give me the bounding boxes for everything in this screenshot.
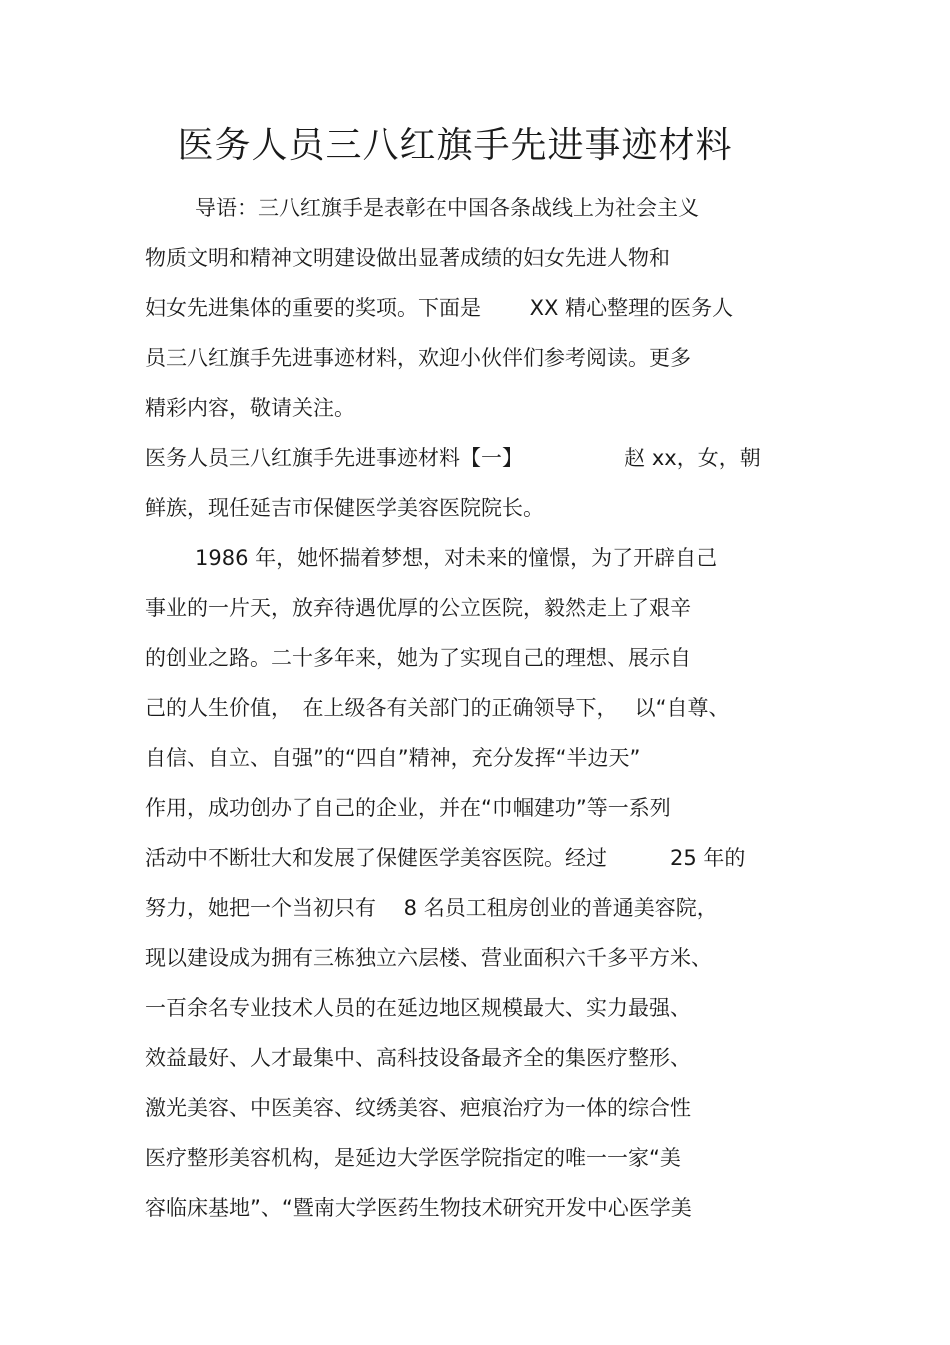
paragraph-line: 1986 年，她怀揣着梦想，对未来的憧憬，为了开辟自己 [195, 546, 718, 570]
paragraph-line: 事业的一片天，放弃待遇优厚的公立医院，毅然走上了艰辛 [145, 596, 691, 620]
paragraph-line: 容临床基地”、“暨南大学医药生物技术研究开发中心医学美 [145, 1196, 692, 1220]
paragraph-line: 现以建设成为拥有三栋独立六层楼、营业面积六千多平方米、 [145, 946, 712, 970]
paragraph-line: 妇女先进集体的重要的奖项。下面是 XX 精心整理的医务人 [145, 296, 734, 320]
document-title: 医务人员三八红旗手先进事迹材料 [177, 125, 733, 166]
paragraph-line: 导语：三八红旗手是表彰在中国各条战线上为社会主义 [195, 196, 699, 220]
paragraph-line: 活动中不断壮大和发展了保健医学美容医院。经过 25 年的 [145, 846, 746, 870]
paragraph-line: 己的人生价值， 在上级各有关部门的正确领导下， 以“自尊、 [145, 696, 730, 720]
paragraph-line: 鲜族，现任延吉市保健医学美容医院院长。 [145, 496, 544, 520]
paragraph-line: 精彩内容，敬请关注。 [145, 396, 355, 420]
paragraph-line: 物质文明和精神文明建设做出显著成绩的妇女先进人物和 [145, 246, 670, 270]
paragraph-line: 的创业之路。二十多年来，她为了实现自己的理想、展示自 [145, 646, 691, 670]
paragraph-line: 员三八红旗手先进事迹材料，欢迎小伙伴们参考阅读。更多 [145, 346, 691, 370]
paragraph-line: 一百余名专业技术人员的在延边地区规模最大、实力最强、 [145, 996, 691, 1020]
section-heading-line: 医务人员三八红旗手先进事迹材料【一】 赵 xx，女，朝 [145, 446, 761, 470]
paragraph-line: 努力，她把一个当初只有 8 名员工租房创业的普通美容院， [145, 896, 718, 920]
paragraph-line: 作用，成功创办了自己的企业，并在“巾帼建功”等一系列 [145, 796, 671, 820]
paragraph-line: 自信、自立、自强”的“四自”精神，充分发挥“半边天” [145, 746, 641, 770]
paragraph-line: 医疗整形美容机构，是延边大学医学院指定的唯一一家“美 [145, 1146, 681, 1170]
paragraph-line: 效益最好、人才最集中、高科技设备最齐全的集医疗整形、 [145, 1046, 691, 1070]
paragraph-line: 激光美容、中医美容、纹绣美容、疤痕治疗为一体的综合性 [145, 1096, 691, 1120]
